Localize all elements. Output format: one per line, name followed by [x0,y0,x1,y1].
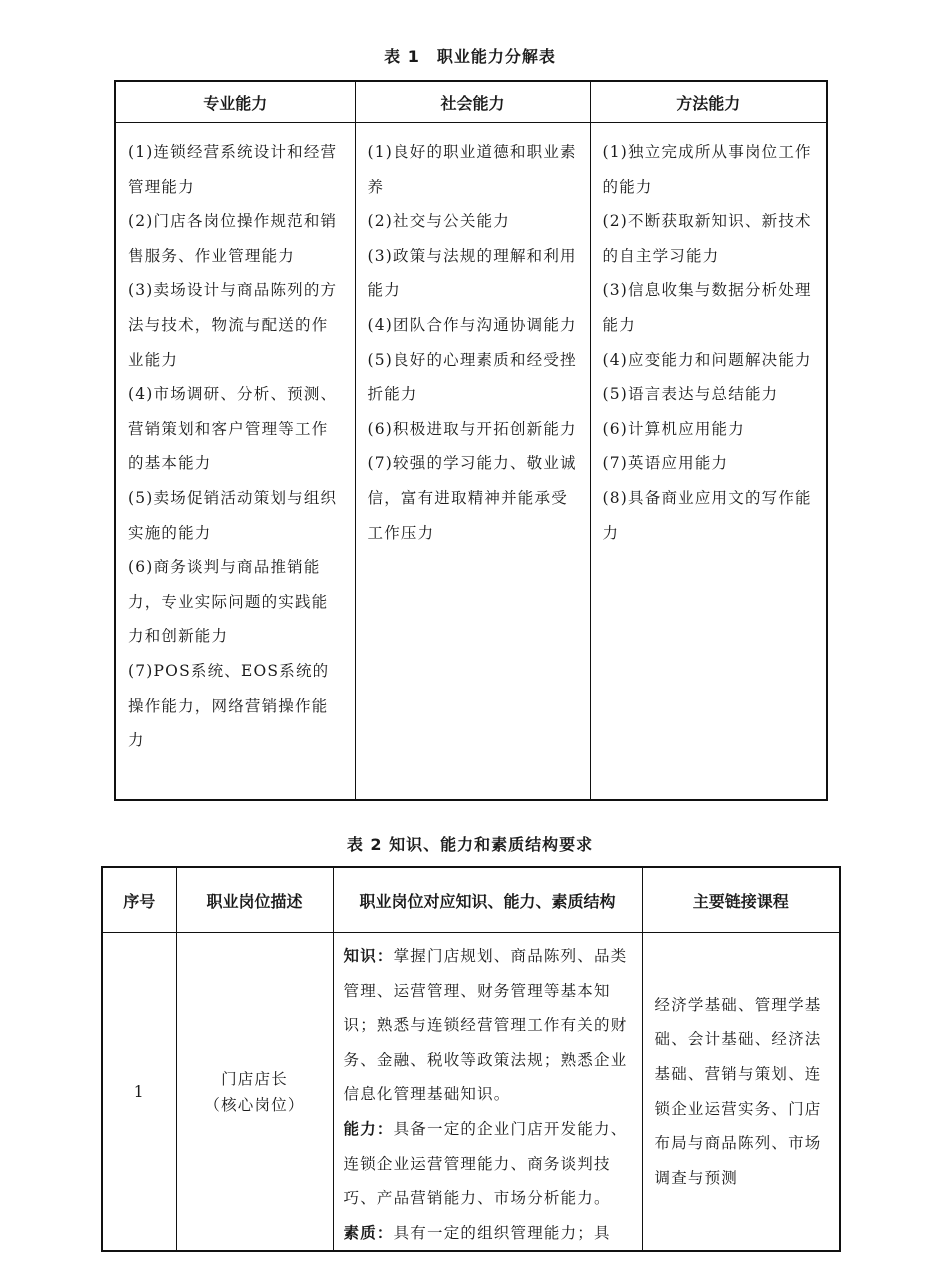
table1-header-row [115,81,827,123]
list-item: (7)POS系统、EOS系统的操作能力，网络营销操作能力 [128,661,330,750]
courses-cell: 经济学基础、管理学基础、会计基础、经济法基础、营销与策划、连锁企业运营实务、门店布局与商品陈列、市场调查与预测 [642,933,840,1252]
ability-block [344,1112,634,1216]
list-item: (2)不断获取新知识、新技术的自主学习能力 [602,212,812,265]
quality-text: 具有一定的组织管理能力；具 [393,1223,611,1242]
list-item: (7)英语应用能力 [602,454,729,473]
list-item: (3)政策与法规的理解和利用能力 [367,246,577,300]
structure-cell [333,933,642,1252]
knowledge-block [344,939,634,1112]
list-item: (5)良好的心理素质和经受挫折能力 [367,350,577,404]
quality-block [344,1216,634,1251]
list-item: (5)语言表达与总结能力 [602,385,779,404]
table2-caption: 表 2 知识、能力和素质结构要求 [346,835,594,854]
professional-ability-cell [115,123,355,801]
quality-label: 素质： [343,1223,394,1242]
list-item: (3)信息收集与数据分析处理能力 [602,281,812,334]
knowledge-text: 掌握门店规划、商品陈列、品类管理、运营管理、财务管理等基本知识；熟悉与连锁经营管理工作有关的财务、金融、税收等政策法规；熟悉企业信息化管理基础知识。 [343,947,628,1104]
list-item: (8)具备商业应用文的写作能力 [602,488,812,542]
list-item: (6)计算机应用能力 [602,419,745,438]
position-note: （核心岗位） [204,1095,305,1114]
header-courses: 主要链接课程 [642,867,840,933]
list-item: (1)良好的职业道德和职业素养 [367,143,577,196]
list-item: (1)连锁经营系统设计和经营管理能力 [128,143,338,196]
header-structure: 职业岗位对应知识、能力、素质结构 [333,867,642,933]
header-professional-ability: 专业能力 [115,81,355,123]
header-position-description: 职业岗位描述 [176,867,333,933]
list-item: (6)商务谈判与商品推销能力，专业实际问题的实践能力和创新能力 [128,558,329,646]
ability-label: 能力： [343,1119,394,1138]
list-item: (6)积极进取与开拓创新能力 [367,419,577,438]
list-item: (4)应变能力和问题解决能力 [602,350,812,369]
list-item: (3)卖场设计与商品陈列的方法与技术，物流与配送的作业能力 [128,281,338,369]
position-title: 门店店长 [221,1069,288,1088]
knowledge-label: 知识： [343,947,394,965]
list-item: (2)门店各岗位操作规范和销售服务、作业管理能力 [128,212,338,265]
social-ability-cell [355,123,590,801]
ability-breakdown-table [114,80,828,801]
table1-caption: 表 1 职业能力分解表 [384,47,556,66]
list-item: (1)独立完成所从事岗位工作的能力 [602,143,812,196]
header-social-ability: 社会能力 [355,81,590,123]
ability-text: 具备一定的企业门店开发能力、连锁企业运营管理能力、商务谈判技巧、产品营销能力、市场分析能力。 [343,1119,628,1208]
list-item: (4)市场调研、分析、预测、营销策划和客户管理等工作的基本能力 [128,385,338,473]
table1-body-row [115,123,827,801]
list-item: (2)社交与公关能力 [367,212,510,231]
list-item: (7)较强的学习能力、敬业诚信，富有进取精神并能承受工作压力 [367,454,577,542]
list-item: (5)卖场促销活动策划与组织实施的能力 [128,488,338,542]
table-row [102,933,840,1252]
list-item: (4)团队合作与沟通协调能力 [367,315,577,334]
method-ability-cell [590,123,827,801]
header-method-ability: 方法能力 [590,81,827,123]
table2-header-row [102,867,840,933]
header-index: 序号 [102,867,176,933]
position-description-cell [176,933,333,1252]
row-index: 1 [102,933,176,1252]
structure-requirements-table [101,866,841,1252]
